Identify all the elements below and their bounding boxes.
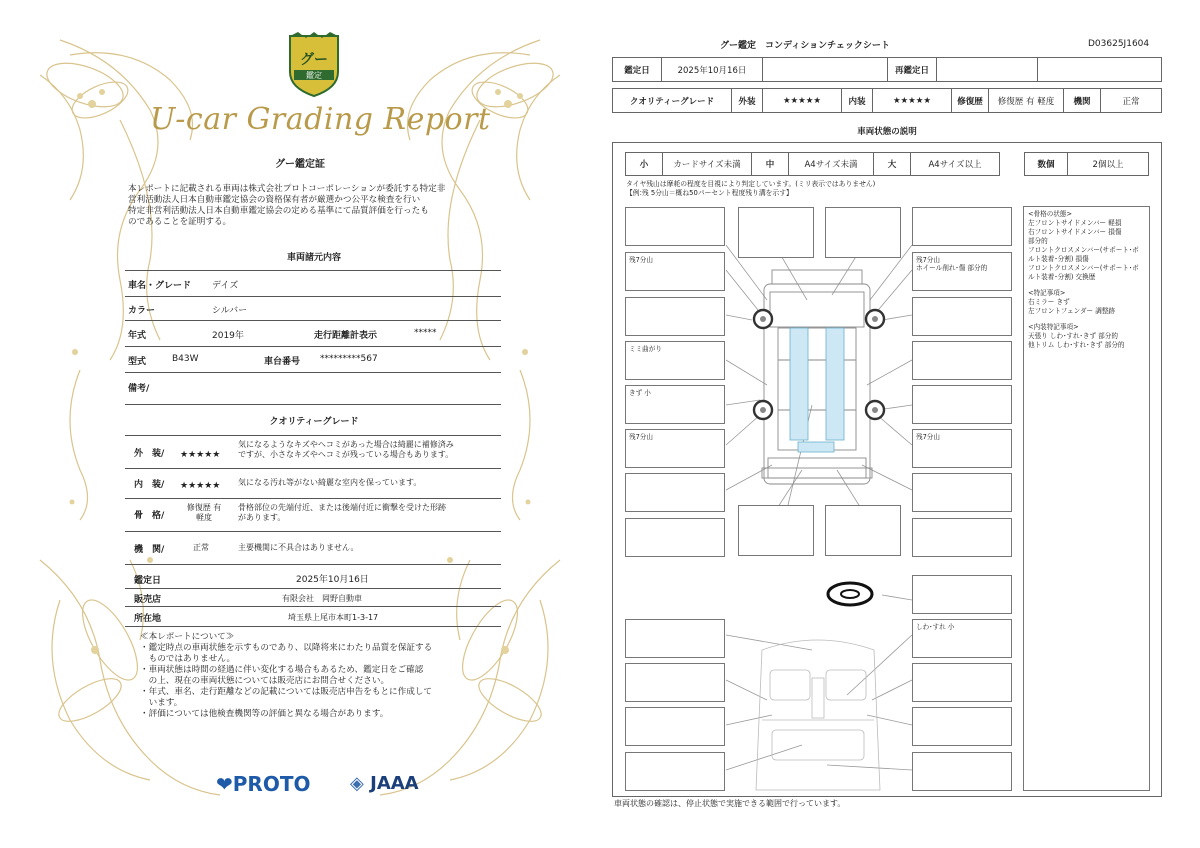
box-text: 残7分山 ホイール削れ･傷 部分的	[916, 256, 988, 272]
bottom-box-2	[825, 505, 901, 556]
note-line: <内装特記事項>	[1028, 323, 1079, 331]
svg-text:鑑定: 鑑定	[306, 71, 322, 80]
note-line: 部分的	[1028, 237, 1048, 245]
left-int-box-3	[625, 707, 725, 746]
legend-several-desc: 2個以上	[1067, 152, 1149, 176]
intro-line: 本レポートに記載される車両は株式会社プロトコーポレーションが委託する特定非	[128, 184, 446, 194]
right-box-7	[912, 473, 1012, 512]
shop-label: 販売店	[134, 595, 162, 605]
legend-large-desc: A4サイズ以上	[910, 152, 1000, 176]
legend-small: 小	[625, 152, 663, 176]
empty-cell	[762, 57, 888, 82]
quality-heading: クオリティーグレード	[269, 417, 359, 427]
left-box-8	[625, 518, 725, 557]
top-box-1	[738, 207, 814, 258]
proto-logo-text: PROTO	[232, 772, 311, 796]
ext-label: 外装	[731, 88, 763, 113]
about-line: ものではありません。	[140, 654, 236, 664]
left-box-6	[625, 429, 725, 468]
desc-line: 骨格部位の先端付近、または後端付近に衝撃を受けた形跡	[238, 503, 446, 512]
appraisal-date-value: 2025年10月16日	[296, 575, 369, 585]
intro-line: 営利活動法人日本自動車鑑定協会の資格保有者が厳選かつ公平な検査を行い	[128, 195, 421, 205]
box-text: きず 小	[629, 389, 651, 397]
divider	[125, 404, 501, 405]
note-line: 左フロントサイドメンバー 軽損	[1028, 219, 1122, 227]
intro-line: 特定非営利活動法人日本自動車鑑定協会の定める基準にて品質評価を行ったも	[128, 206, 429, 216]
divider	[125, 270, 501, 271]
steering-wheel-icon	[828, 583, 872, 605]
left-int-box-2	[625, 663, 725, 702]
divider	[125, 588, 501, 589]
certificate-heading: グー鑑定証	[275, 159, 325, 170]
divider	[125, 435, 501, 436]
right-int-box-2	[912, 663, 1012, 702]
color-value: シルバー	[212, 306, 248, 316]
frame-grade: 修復歴 有 軽度	[186, 503, 222, 522]
left-box-4	[625, 341, 725, 380]
notes-text	[1028, 210, 1154, 350]
right-box-2	[912, 252, 1012, 291]
model-label: 型式	[128, 357, 147, 367]
tire-note-line: タイヤ残山は摩耗の程度を目視により判定しています。(ミリ表示ではありません)	[626, 180, 876, 188]
ext-value: ★★★★★	[762, 88, 842, 113]
note-line: 右フロントサイドメンバー 損傷	[1028, 228, 1122, 236]
divider	[125, 564, 501, 565]
right-int-box-1	[912, 619, 1012, 658]
engine-description: 主要機関に不具合はありません。	[238, 543, 359, 552]
box-text: 残7分山	[629, 256, 653, 264]
empty-cell	[1037, 57, 1162, 82]
desc-line: ですが、小さなキズやヘコミが残っている場合もあります。	[238, 450, 454, 459]
legend-small-desc: カードサイズ未満	[662, 152, 752, 176]
color-label: カラー	[128, 306, 156, 316]
model-value: B43W	[172, 354, 199, 364]
legend-medium: 中	[751, 152, 789, 176]
bottom-box-1	[738, 505, 814, 556]
right-int-box-4	[912, 752, 1012, 791]
grade-label: クオリティーグレード	[612, 88, 732, 113]
explain-heading: 車両状態の説明	[612, 119, 1162, 143]
left-int-box-1	[625, 619, 725, 658]
left-box-7	[625, 473, 725, 512]
note-line: ルト装着･分割) 交換歴	[1028, 273, 1096, 281]
interior-grade: ★★★★★	[180, 481, 221, 491]
note-line: <骨格の状態>	[1028, 210, 1073, 218]
int-value: ★★★★★	[872, 88, 952, 113]
legend-several: 数個	[1024, 152, 1068, 176]
note-line: <特記事項>	[1028, 289, 1066, 297]
note-line: 他トリム しわ･すれ･きず 部分的	[1028, 341, 1125, 349]
frame-description	[238, 503, 446, 523]
remarks-label: 備考/	[128, 384, 150, 394]
engine-grade: 正常	[193, 543, 209, 552]
left-int-box-4	[625, 752, 725, 791]
document-id: D03625J1604	[1088, 39, 1150, 49]
about-section	[140, 632, 500, 720]
interior-description: 気になる汚れ等がない綺麗な室内を保っています。	[238, 478, 422, 487]
shop-value: 有限会社 岡野自動車	[282, 594, 362, 603]
redate-label: 再鑑定日	[887, 57, 937, 82]
engine-label: 機 関/	[134, 545, 165, 555]
mileage-label: 走行距離計表示	[314, 331, 378, 341]
right-box-1	[912, 207, 1012, 246]
right-box-8	[912, 518, 1012, 557]
jaaa-logo-text: JAAA	[370, 773, 419, 794]
sheet-date-label: 鑑定日	[612, 57, 662, 82]
about-heading: ≪本レポートについて≫	[140, 632, 235, 642]
exterior-description	[238, 440, 454, 460]
divider	[125, 606, 501, 607]
note-line: 右ミラー きず	[1028, 298, 1070, 306]
tire-note-line: 【例:残 5分山＝概ね50パーセント程度残り溝を示す】	[626, 189, 793, 197]
report-title: U-car Grading Report	[150, 102, 491, 137]
repair-label: 修復歴	[951, 88, 989, 113]
sheet-footer: 車両状態の確認は、停止状態で実施できる範囲で行っています。	[614, 799, 846, 808]
right-box-6	[912, 429, 1012, 468]
sheet-title: グー鑑定 コンディションチェックシート	[720, 41, 890, 51]
left-box-2	[625, 252, 725, 291]
right-box-3	[912, 297, 1012, 336]
divider	[125, 372, 501, 373]
right-int-box-3	[912, 707, 1012, 746]
address-value: 埼玉県上尾市本町1-3-17	[288, 613, 379, 622]
exterior-label: 外 装/	[134, 449, 165, 459]
desc-line: 気になるようなキズやヘコミがあった場合は綺麗に補修済み	[238, 440, 454, 449]
proto-logo	[216, 772, 310, 796]
box-text: ミミ曲がり	[629, 345, 662, 353]
divider	[125, 320, 501, 321]
about-line: います。	[140, 698, 183, 708]
spec-heading: 車両諸元内容	[286, 253, 341, 263]
box-text: 残7分山	[629, 433, 653, 441]
year-value: 2019年	[212, 331, 244, 341]
divider	[125, 296, 501, 297]
about-line: ・車両状態は時間の経過に伴い変化する場合もあるため、鑑定日をご確認	[140, 665, 424, 675]
redate-value	[936, 57, 1038, 82]
intro-paragraph	[128, 184, 498, 228]
exterior-grade: ★★★★★	[180, 450, 221, 460]
goo-appraisal-badge-logo	[286, 32, 342, 98]
legend-large: 大	[873, 152, 911, 176]
chassis-value: *********567	[320, 354, 378, 364]
mileage-value: *****	[414, 328, 437, 338]
about-line: ・評価については他検査機関等の評価と異なる場合があります。	[140, 709, 389, 719]
box-text: しわ･すれ 小	[916, 623, 955, 631]
divider	[125, 346, 501, 347]
note-line: 天張り しわ･すれ･きず 部分的	[1028, 332, 1118, 340]
note-line: 左フロントフェンダー 調整跡	[1028, 307, 1116, 315]
note-line	[1028, 316, 1154, 323]
steering-box	[912, 575, 1012, 614]
chassis-label: 車台番号	[264, 357, 301, 367]
left-box-5	[625, 385, 725, 424]
divider	[125, 531, 501, 532]
engine-label-sheet: 機関	[1063, 88, 1101, 113]
frame-label: 骨 格/	[134, 511, 165, 521]
jaaa-mark-icon: ◈	[350, 773, 364, 794]
note-line: ルト装着･分割) 損傷	[1028, 255, 1089, 263]
address-label: 所在地	[134, 614, 162, 624]
note-line: フロントクロスメンバー(サポート･ボ	[1028, 264, 1139, 272]
legend-medium-desc: A4サイズ未満	[788, 152, 874, 176]
top-box-2	[825, 207, 901, 258]
left-box-3	[625, 297, 725, 336]
right-box-4	[912, 341, 1012, 380]
sheet-date-value: 2025年10月16日	[661, 57, 763, 82]
note-line	[1028, 282, 1154, 289]
svg-text:グー: グー	[300, 52, 328, 68]
desc-line: があります。	[238, 513, 286, 522]
divider	[125, 468, 501, 469]
engine-value-sheet: 正常	[1100, 88, 1162, 113]
year-label: 年式	[128, 331, 147, 341]
jaaa-logo	[350, 773, 419, 794]
about-line: の上、現在の車両状態については販売店にお問合せください。	[140, 676, 390, 686]
proto-mark-icon: ❤	[216, 772, 233, 796]
int-label: 内装	[841, 88, 873, 113]
interior-label: 内 装/	[134, 480, 165, 490]
about-line: ・年式、車名、走行距離などの記載については販売店申告をもとに作成して	[140, 687, 433, 697]
tire-note	[626, 180, 875, 198]
box-text: 残7分山	[916, 433, 940, 441]
divider	[125, 498, 501, 499]
about-line: ・鑑定時点の車両状態を示すものであり、以降将来にわたり品質を保証する	[140, 643, 433, 653]
note-line: フロントクロスメンバー(サポート･ボ	[1028, 246, 1139, 254]
repair-value: 修復歴 有 軽度	[988, 88, 1064, 113]
divider	[125, 626, 501, 627]
car-name-value: デイズ	[212, 281, 239, 291]
appraisal-date-label: 鑑定日	[134, 576, 162, 586]
right-box-5	[912, 385, 1012, 424]
car-name-label: 車名・グレード	[128, 281, 192, 291]
intro-line: のであることを証明する。	[128, 217, 232, 227]
left-box-1	[625, 207, 725, 246]
